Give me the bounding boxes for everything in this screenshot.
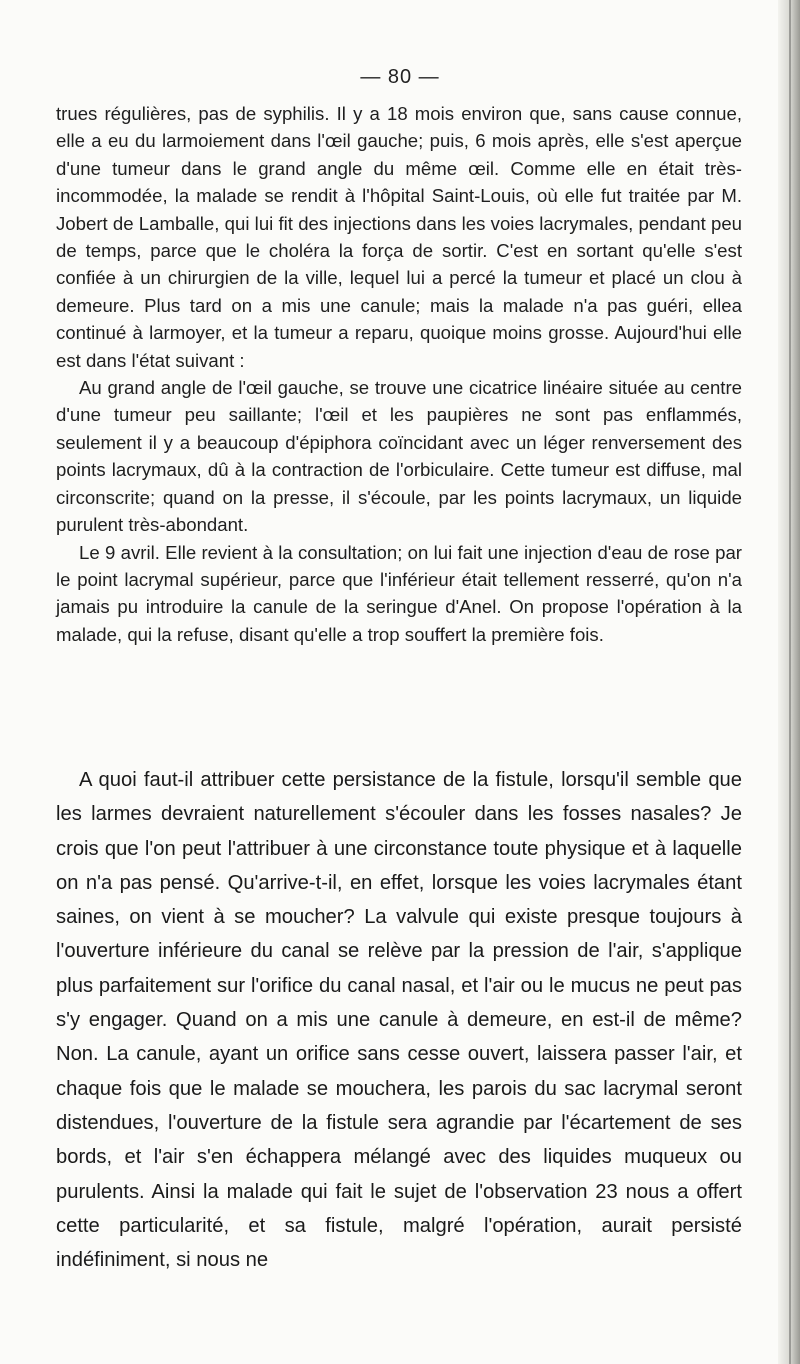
binding-line (789, 0, 791, 1364)
paragraph-case-history: trues régulières, pas de syphilis. Il y a 18 mois environ que, sans cause connue, elle a eu du larmoiement dans l'œil gauche; puis, 6 mois après, elle s'est aperçue d'une tumeur dans le grand angle du même œil. Comme elle en était très-incommodée, la malade se rendit à l'hôpital Saint-Louis, où elle fut traitée par M. Jobert de Lamballe, qui lui fit des injections dans les voies lacrymales, pendant peu de temps, parce que le choléra la força de sortir. C'est en sortant qu'elle s'est confiée à un chirurgien de la ville, lequel lui a percé la tumeur et placé un clou à demeure. Plus tard on a mis une canule; mais la malade n'a pas guéri, ellea continué à larmoyer, et la tumeur a reparu, quoique moins grosse. Aujourd'hui elle est dans l'état suivant : (56, 103, 742, 371)
paragraph-follow-up: Le 9 avril. Elle revient à la consultation; on lui fait une injection d'eau de rose par le point lacrymal supérieur, parce que l'inférieur était tellement resserré, qu'on n'a jamais pu introduire la canule de la seringue d'Anel. On propose l'opération à la malade, qui la refuse, disant qu'elle a trop souffert la première fois. (56, 541, 742, 645)
page-number: — 80 — (360, 66, 440, 88)
case-notes (56, 100, 742, 648)
paragraph-examination: Au grand angle de l'œil gauche, se trouve une cicatrice linéaire située au centre d'une tumeur peu saillante; l'œil et les paupières ne sont pas enflammés, seulement il y a beaucoup d'épiphora coïncidant avec un léger renversement des points lacrymaux, dû à la contraction de l'orbiculaire. Cette tumeur est diffuse, mal circonscrite; quand on la presse, il s'écoule, par les points lacrymaux, un liquide purulent très-abondant. (56, 377, 742, 536)
commentary (56, 763, 742, 1277)
paragraph-commentary: A quoi faut-il attribuer cette persistance de la fistule, lorsqu'il semble que les larmes devraient naturellement s'écouler dans les fosses nasales? Je crois que l'on peut l'attribuer à une circonstance toute physique et à laquelle on n'a pas pensé. Qu'arrive-t-il, en effet, lorsque les voies lacrymales étant saines, on vient à se moucher? La valvule qui existe presque toujours à l'ouverture inférieure du canal se relève par la pression de l'air, s'applique plus parfaitement sur l'orifice du canal nasal, et l'air ou le mucus ne peut pas s'y engager. Quand on a mis une canule à demeure, en est-il de même? Non. La canule, ayant un orifice sans cesse ouvert, laissera passer l'air, et chaque fois que le malade se mouchera, les parois du sac lacrymal seront distendues, l'ouverture de la fistule sera agrandie par l'écartement de ses bords, et l'air s'en échappera mélangé avec des liquides muqueux ou purulents. Ainsi la malade qui fait le sujet de l'observation 23 nous a offert cette particularité, et sa fistule, malgré l'opération, aurait persisté indéfiniment, si nous ne (56, 769, 742, 1272)
